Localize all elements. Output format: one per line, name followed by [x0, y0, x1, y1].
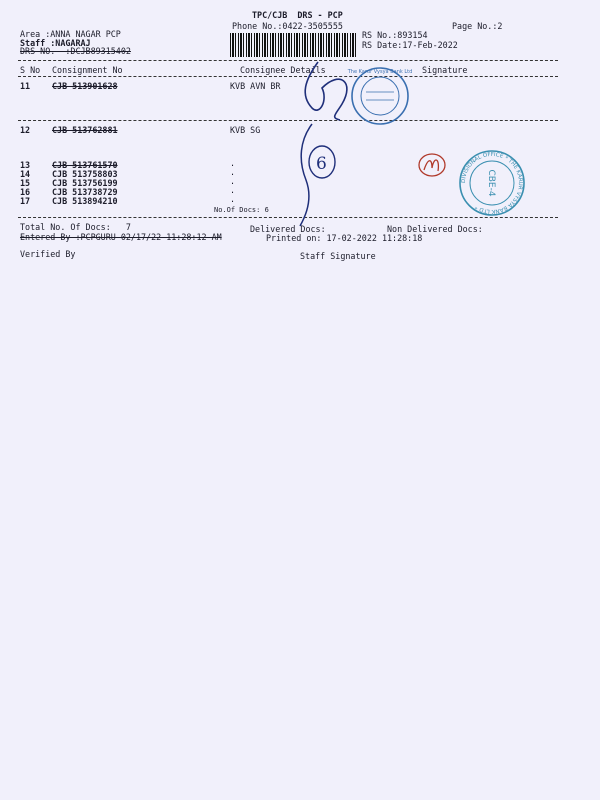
row-sno: 16: [20, 187, 31, 197]
phone-number: Phone No.:0422-3505555: [232, 21, 343, 31]
row-sno: 11: [20, 81, 31, 91]
bank-stamp: [347, 68, 413, 124]
col-consignee: Consignee Details: [240, 65, 326, 75]
col-consignment: Consignment No: [52, 65, 123, 75]
rs-date: RS Date:17-Feb-2022: [362, 40, 458, 50]
page-number: Page No.:2: [452, 21, 503, 31]
row-sno: 17: [20, 196, 31, 206]
staff-label: Staff :NAGARAJ: [20, 38, 91, 48]
row-consignee: .: [230, 158, 236, 168]
row-consignee: KVB SG: [230, 125, 261, 135]
col-signature: Signature: [422, 65, 468, 75]
row-consignee: KVB AVN BR: [230, 81, 281, 91]
total-docs: Total No. Of Docs: 7: [20, 222, 131, 232]
entered-by: Entered By :PCPGURU 02/17/22 11:28:12 AM: [20, 232, 222, 242]
col-sno: S No: [20, 65, 41, 75]
rs-number: RS No.:893154: [362, 30, 428, 40]
non-delivered-docs: Non Delivered Docs:: [387, 224, 483, 234]
row-consignment: CJB 513761570: [52, 160, 118, 170]
row-consignment: CJB 513762881: [52, 125, 118, 135]
bank-stamp-text: The Karur Vysya Bank Ltd: [347, 69, 413, 75]
verified-by: Verified By: [20, 249, 76, 259]
handwritten-count: 6: [316, 154, 327, 174]
divisional-stamp: [460, 151, 524, 215]
staff-signature: Staff Signature: [300, 251, 376, 261]
row-sno: 12: [20, 125, 31, 135]
document-title: TPC/CJB DRS - PCP: [252, 10, 343, 20]
row-consignment: CJB 513758803: [52, 169, 118, 179]
row-consignment: CJB 513901628: [52, 81, 118, 91]
drs-number: DRS NO. :DCJB89315402: [20, 46, 131, 56]
row-consignment: CJB 513894210: [52, 196, 118, 206]
row-consignee: .: [230, 194, 236, 204]
handwritten-signature: [305, 62, 347, 120]
row-sno: 13: [20, 160, 31, 170]
row-consignee: .: [230, 185, 236, 195]
printed-on: Printed on: 17-02-2022 11:28:18: [266, 233, 423, 243]
row-consignee: .: [230, 176, 236, 186]
row-sno: 15: [20, 178, 31, 188]
row-consignment: CJB 513738729: [52, 187, 118, 197]
handwritten-mark: [300, 124, 312, 226]
row-consignment: CJB 513756199: [52, 178, 118, 188]
divisional-stamp-code: CBE-4: [486, 169, 496, 197]
no-of-docs: No.Of Docs: 6: [214, 206, 269, 214]
divisional-stamp-text: DIVISIONAL OFFICE * THE KARUR VYSYA BANK LTD *: [460, 151, 524, 215]
row-consignee: .: [230, 167, 236, 177]
delivered-docs: Delivered Docs:: [250, 224, 326, 234]
area-label: Area :ANNA NAGAR PCP: [20, 29, 121, 39]
row-sno: 14: [20, 169, 31, 179]
